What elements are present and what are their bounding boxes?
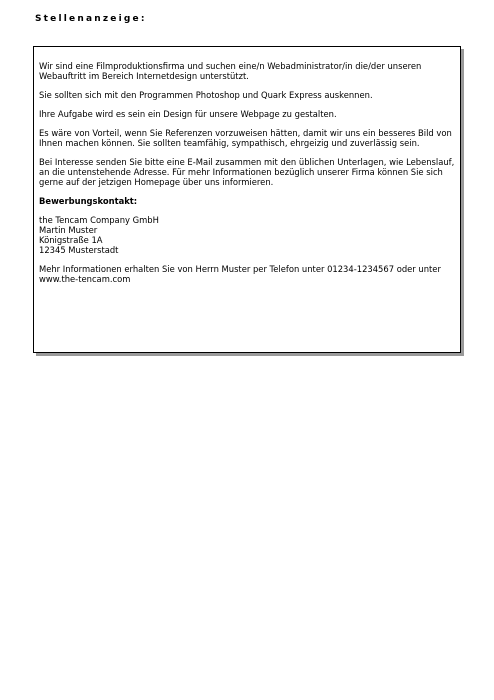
contact-street: Königstraße 1A: [39, 235, 103, 245]
contact-company: the Tencam Company GmbH: [39, 215, 159, 225]
contact-heading: Bewerbungskontakt:: [39, 196, 138, 206]
application-paragraph: Bei Interesse senden Sie bitte eine E-Mail zusammen mit den üblichen Unterlagen, wie Lebenslauf, an die untenstehende Adresse. Für mehr Informationen bezüglich unserer Firma können Sie sich gerne auf der jetzigen Homepage über uns informieren.: [39, 157, 455, 187]
contact-city: 12345 Musterstadt: [39, 245, 119, 255]
contact-address: [39, 215, 455, 255]
contact-person: Martin Muster: [39, 225, 98, 235]
page-title: Stellenanzeige:: [35, 14, 147, 24]
skills-paragraph: Sie sollten sich mit den Programmen Photoshop und Quark Express auskennen.: [39, 90, 373, 100]
intro-paragraph: Wir sind eine Filmproduktionsfirma und suchen eine/n Webadministrator/in die/der unseren Webauftritt im Bereich Internetdesign unterstützt.: [39, 61, 422, 81]
job-ad-box: [33, 46, 461, 353]
task-paragraph: Ihre Aufgabe wird es sein ein Design für unsere Webpage zu gestalten.: [39, 109, 337, 119]
references-paragraph: Es wäre von Vorteil, wenn Sie Referenzen vorzuweisen hätten, damit wir uns ein besseres Bild von Ihnen machen können. Sie sollten teamfähig, sympathisch, ehrgeizig und zuverlässig sein.: [39, 128, 452, 148]
footer-info: Mehr Informationen erhalten Sie von Herrn Muster per Telefon unter 01234-1234567 oder unter www.the-tencam.com: [39, 264, 441, 284]
